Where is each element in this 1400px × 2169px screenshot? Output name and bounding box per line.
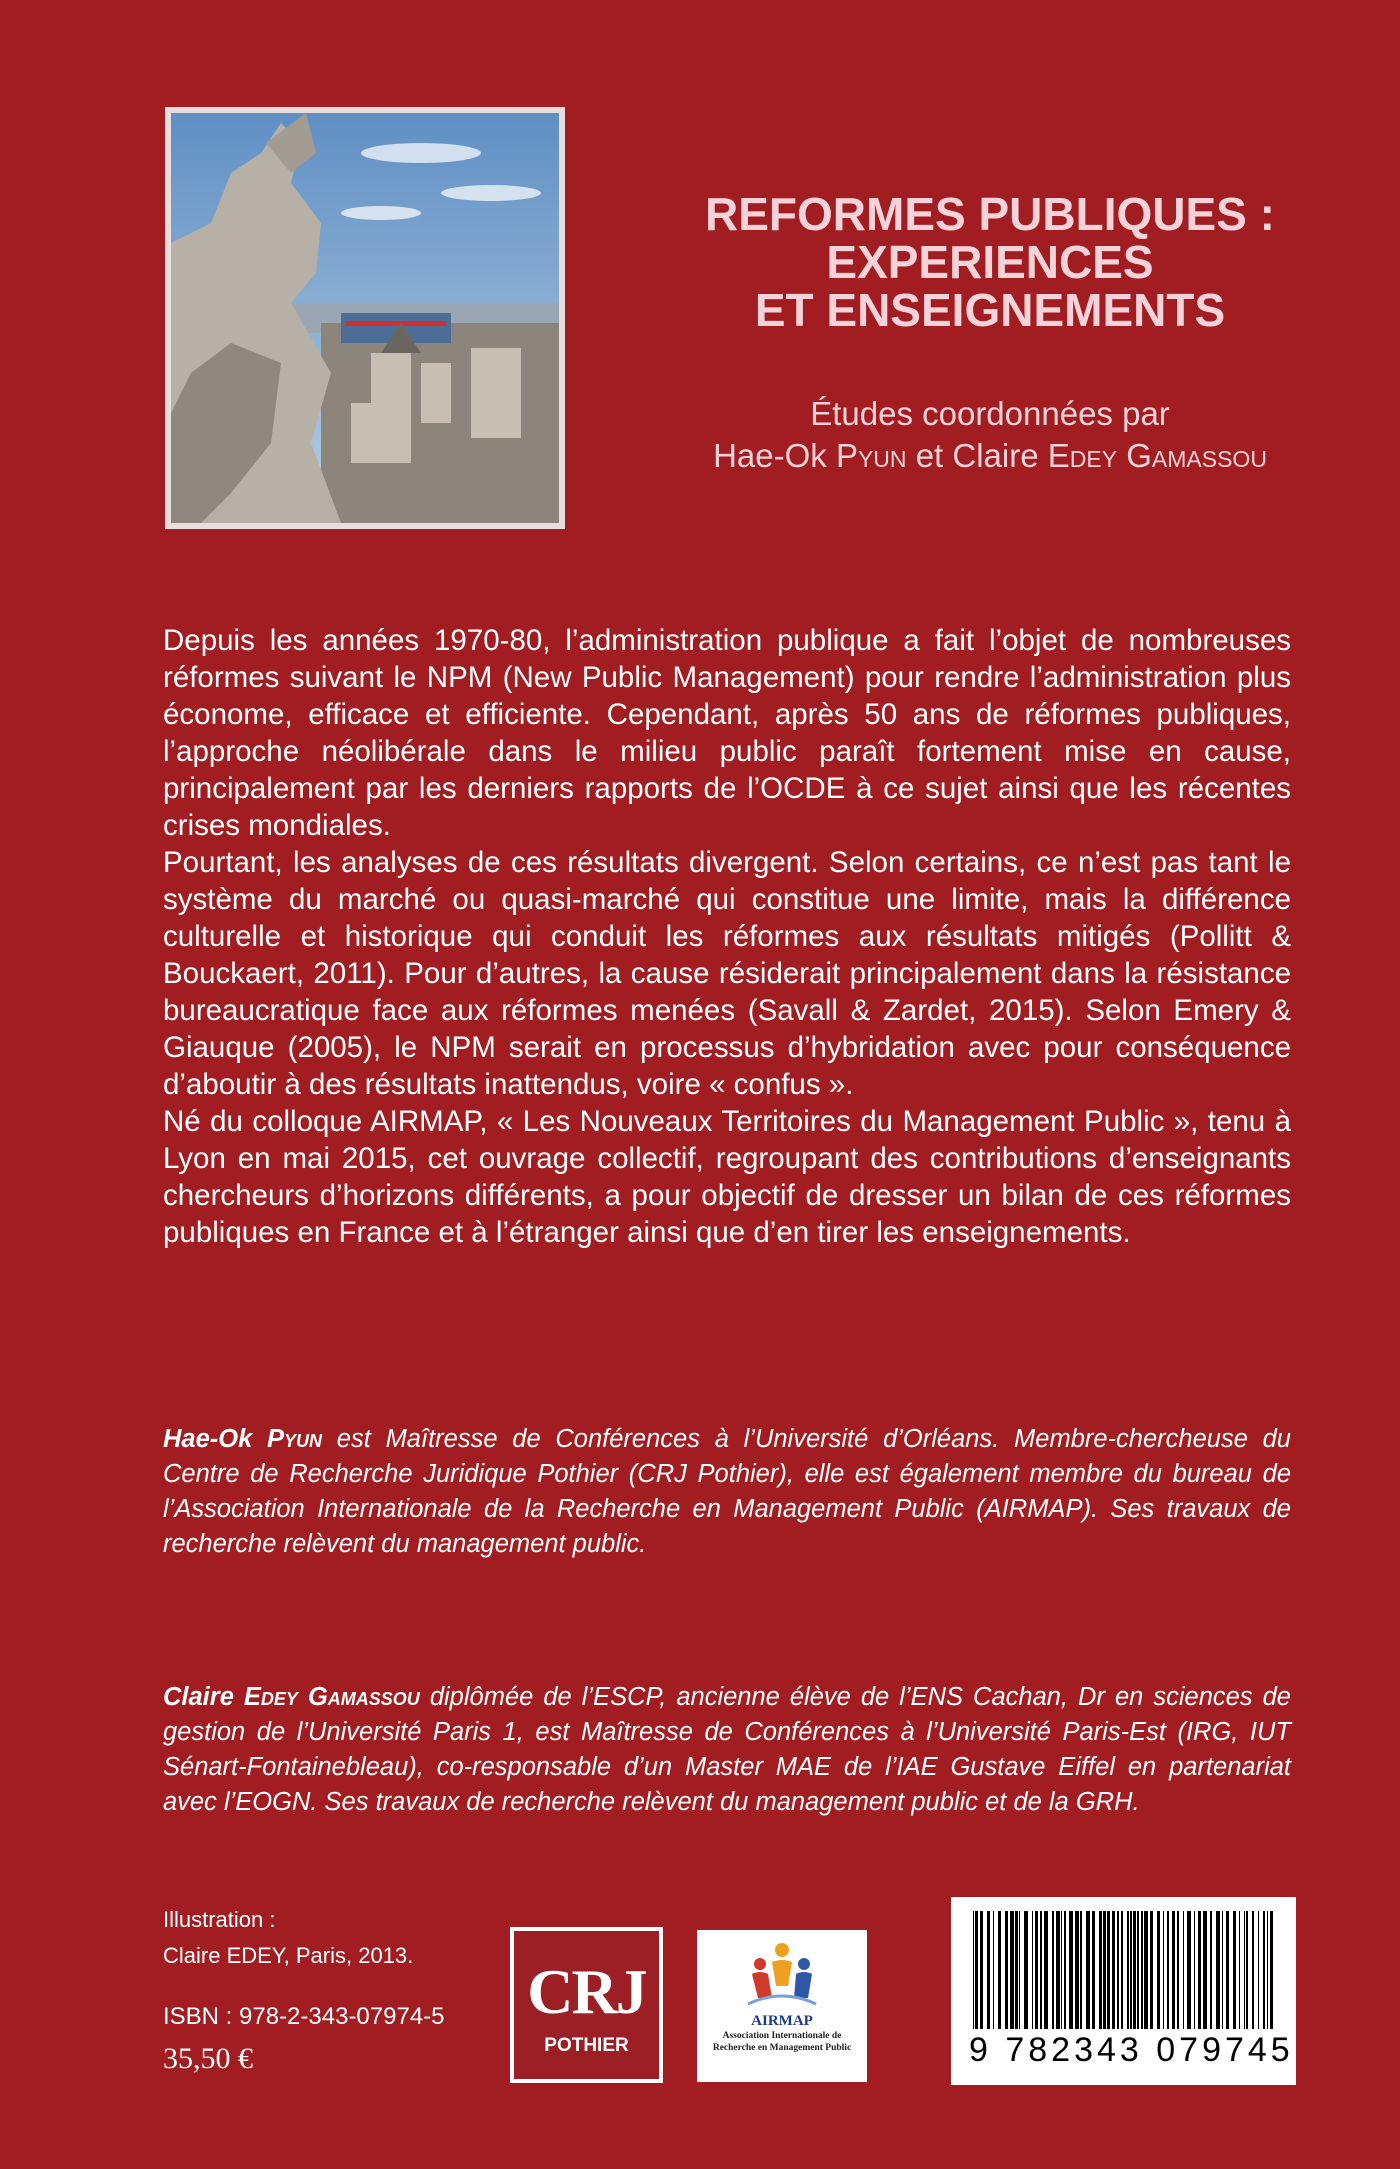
barcode-bar	[1144, 1911, 1148, 2029]
airmap-logo	[697, 1930, 867, 2082]
barcode-bar	[1127, 1911, 1129, 2029]
barcode-bar	[1263, 1911, 1265, 2029]
book-title	[620, 190, 1360, 334]
barcode-bar	[1187, 1911, 1191, 2029]
barcode-bar	[1198, 1911, 1201, 2029]
barcode-bar	[1103, 1911, 1106, 2029]
barcode-bar	[1010, 1911, 1014, 2029]
barcode-bar	[1056, 1911, 1060, 2029]
barcode-bar	[1019, 1911, 1020, 2029]
isbn: ISBN : 978-2-343-07974-5	[163, 2003, 445, 2030]
barcode-bar	[1086, 1911, 1090, 2029]
barcode-bar	[1099, 1911, 1102, 2029]
coordination-label: Études coordonnées par	[810, 395, 1170, 432]
barcode-bar	[1080, 1911, 1082, 2029]
barcode-bar	[1203, 1911, 1207, 2029]
barcode-bar	[1040, 1911, 1042, 2029]
barcode-bar	[1258, 1911, 1259, 2029]
author2-first: Claire	[952, 437, 1039, 474]
barcode-digits: 9 782343 079745	[969, 2031, 1294, 2069]
barcode-bar	[1194, 1911, 1195, 2029]
barcode-bar	[1252, 1911, 1254, 2029]
barcode-bar	[993, 1911, 994, 2029]
barcode-bar	[1270, 1911, 1273, 2029]
author-conjunction: et	[915, 437, 944, 474]
barcode-bar	[1052, 1911, 1054, 2029]
barcode-bar	[1061, 1911, 1062, 2029]
barcode-bar	[1069, 1911, 1073, 2029]
barcode-bar	[1239, 1911, 1240, 2029]
barcode-bar	[1121, 1911, 1123, 2029]
crj-mark: CRJ	[527, 1956, 646, 2027]
barcode-bar	[1267, 1911, 1268, 2029]
bio1-name-last: Pyun	[267, 1425, 323, 1453]
airmap-subtitle-2: Recherche en Management Public	[712, 2043, 852, 2053]
book-summary	[163, 622, 1291, 1251]
barcode-bar	[987, 1911, 990, 2029]
summary-paragraph-2: Pourtant, les analyses de ces résultats divergent. Selon certains, ce n’est pas tant le système du marché ou quasi-marché qui constitue une limite, mais la différence culturelle et historique qui conduit les réformes aux résultats mitigés (Pollitt & Bouckaert, 2011). Pour d’autres, la cause résiderait principalement dans la résistance bureaucratique face aux réformes menées (Savall & Zardet, 2015). Selon Emery & Giauque (2005), le NPM serait en processus d’hybridation avec pour conséquence d’aboutir à des résultats inattendus, voire « confus ».	[163, 846, 1291, 1101]
crj-name: POTHIER	[544, 2035, 629, 2056]
barcode-bar	[980, 1911, 983, 2029]
barcode-bar	[1032, 1911, 1033, 2029]
barcode-bar	[1167, 1911, 1169, 2029]
author1-last: Pyun	[835, 437, 907, 474]
barcode-bar	[1157, 1911, 1160, 2029]
illustration-label: Illustration :	[163, 1907, 276, 1932]
title-line-3: ET ENSEIGNEMENTS	[754, 284, 1226, 336]
isbn-barcode	[951, 1897, 1296, 2085]
bio1-name-first: Hae-Ok	[163, 1425, 253, 1453]
barcode-bar	[975, 1911, 978, 2029]
author2-last: Edey Gamassou	[1047, 437, 1267, 474]
barcode-bar	[1044, 1911, 1048, 2029]
barcode-bar	[1141, 1911, 1143, 2029]
title-line-2: EXPERIENCES	[826, 236, 1154, 288]
barcode-bar	[1130, 1911, 1132, 2029]
barcode-bar	[1024, 1911, 1028, 2029]
barcode-bar	[1244, 1911, 1245, 2029]
barcode-bar	[1226, 1911, 1229, 2029]
barcode-bar	[1150, 1911, 1153, 2029]
author1-first: Hae-Ok	[713, 437, 827, 474]
barcode-bar	[998, 1911, 1001, 2029]
barcode-bar	[1107, 1911, 1110, 2029]
airmap-name: AIRMAP	[751, 2013, 813, 2029]
barcode-bar	[1112, 1911, 1115, 2029]
author-bio-2	[163, 1680, 1291, 1820]
barcode-bar	[1117, 1911, 1119, 2029]
barcode-bar	[1075, 1911, 1079, 2029]
barcode-bar	[973, 1911, 974, 2029]
summary-paragraph-3: Né du colloque AIRMAP, « Les Nouveaux Territoires du Management Public », tenu à Lyon en mai 2015, cet ouvrage collectif, regroupant des contributions d’enseignants chercheurs d’horizons différents, a pour objectif de dresser un bilan de ces réformes publiques en France et à l’étranger ainsi que d’en tirer les enseignements.	[163, 1105, 1291, 1249]
barcode-bar	[1163, 1911, 1164, 2029]
barcode-bar	[1177, 1911, 1179, 2029]
bio2-name-first: Claire	[163, 1683, 234, 1711]
author-bio-1	[163, 1422, 1291, 1562]
barcode-bars	[969, 1911, 1278, 2029]
barcode-bar	[1133, 1911, 1136, 2029]
paris-gargoyle-image	[171, 113, 559, 523]
barcode-bar	[1005, 1911, 1008, 2029]
barcode-bar	[1064, 1911, 1066, 2029]
illustration-credit	[163, 1902, 413, 1974]
barcode-bar	[1246, 1911, 1248, 2029]
bio1-text: est Maîtresse de Conférences à l’Université d’Orléans. Membre-chercheuse du Centre de Recherche Juridique Pothier (CRJ Pothier), elle est également membre du bureau de l’Association Internationale de la Recherche en Management Public (AIRMAP). Ses travaux de recherche relèvent du management public.	[163, 1425, 1291, 1558]
title-line-1: REFORMES PUBLIQUES :	[705, 188, 1275, 240]
bio2-name-last: Edey Gamassou	[243, 1683, 420, 1711]
barcode-bar	[1092, 1911, 1095, 2029]
barcode-bar	[1210, 1911, 1212, 2029]
barcode-bar	[1035, 1911, 1038, 2029]
barcode-bar	[1216, 1911, 1220, 2029]
airmap-figures-icon	[742, 1940, 822, 2012]
bio2-text: diplômée de l’ESCP, ancienne élève de l’ENS Cachan, Dr en sciences de gestion de l’Université Paris 1, est Maîtresse de Conférences à l’Université Paris-Est (IRG, IUT Sénart-Fontainebleau), co-responsable d’un Master MAE de l’IAE Gustave Eiffel en partenariat avec l’EOGN. Ses travaux de recherche relèvent du management public et de la GRH.	[163, 1683, 1291, 1816]
airmap-subtitle-1: Association Internationale de	[722, 2031, 842, 2041]
book-authors	[620, 434, 1360, 478]
price: 35,50 €	[163, 2042, 253, 2075]
crj-pothier-logo	[510, 1927, 663, 2083]
barcode-bar	[1172, 1911, 1175, 2029]
summary-paragraph-1: Depuis les années 1970-80, l’administration publique a fait l’objet de nombreuses réformes suivant le NPM (New Public Management) pour rendre l’administration plus économe, efficace et efficiente. Cependant, après 50 ans de réformes publiques, l’approche néolibérale dans le milieu public paraît fortement mise en cause, principalement par les derniers rapports de l’OCDE à ce sujet ainsi que les récentes crises mondiales.	[163, 624, 1291, 842]
barcode-bar	[1233, 1911, 1236, 2029]
barcode-bar	[1183, 1911, 1184, 2029]
barcode-bar	[1015, 1911, 1018, 2029]
cover-photo	[165, 107, 565, 529]
illustration-author: Claire EDEY, Paris, 2013.	[163, 1943, 414, 1968]
barcode-bar	[1137, 1911, 1139, 2029]
barcode-bar	[1222, 1911, 1223, 2029]
